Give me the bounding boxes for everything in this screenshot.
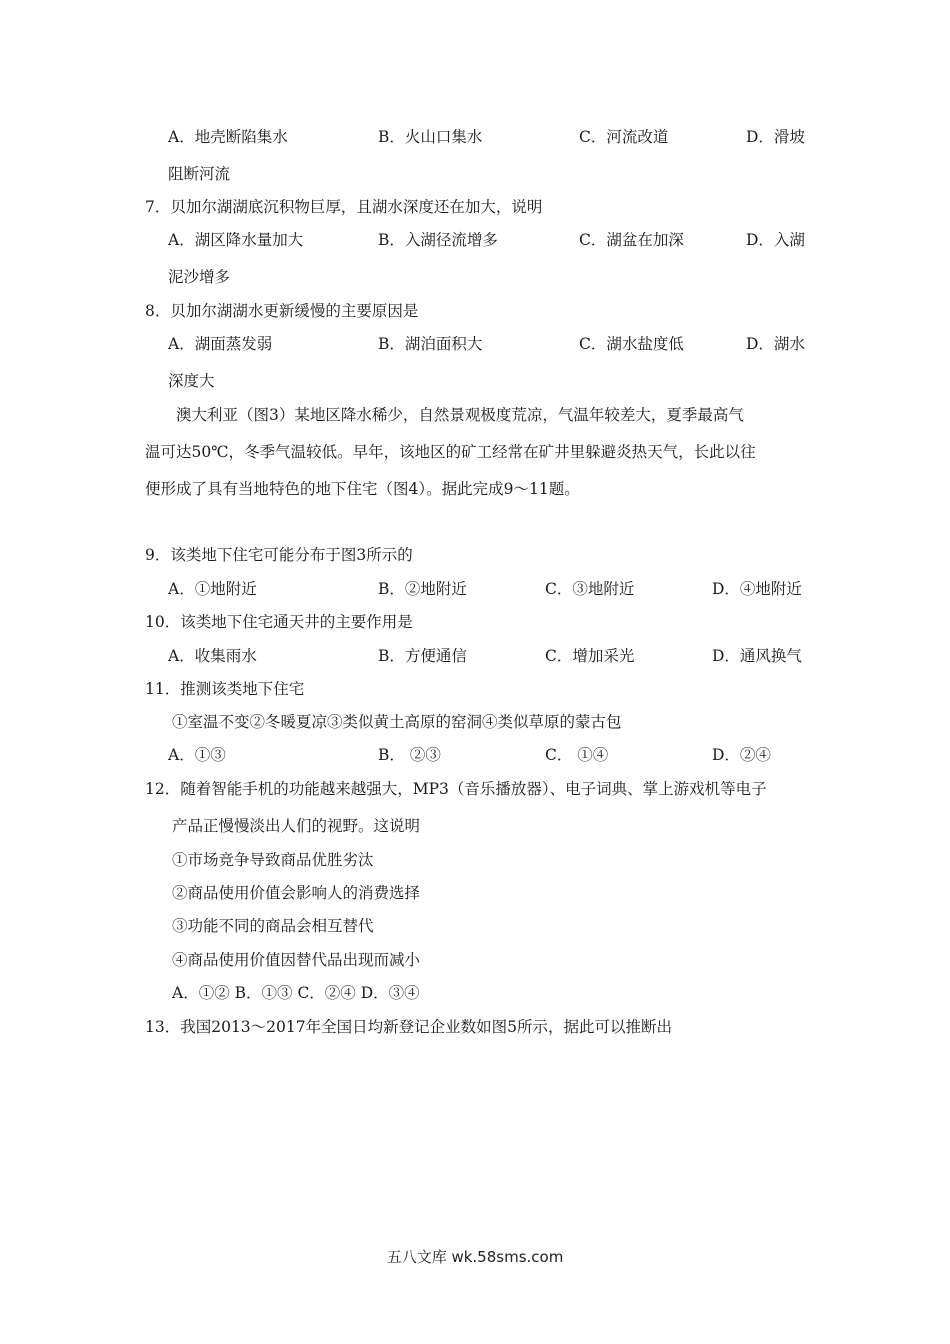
q8-option-c: C．湖水盐度低 bbox=[579, 335, 684, 353]
q11-option-b: B． ②③ bbox=[378, 746, 441, 764]
q8-option-d-continued: 深度大 bbox=[168, 372, 215, 390]
q10-option-b: B．方便通信 bbox=[378, 647, 467, 665]
q13-stem: 13．我国2013～2017年全国日均新登记企业数如图5所示，据此可以推断出 bbox=[145, 1018, 672, 1036]
q7-option-d-continued: 泥沙增多 bbox=[168, 268, 231, 286]
q6-option-b: B．火山口集水 bbox=[378, 128, 483, 146]
q12-stem-line-2: 产品正慢慢淡出人们的视野。这说明 bbox=[172, 817, 421, 835]
q10-option-d: D．通风换气 bbox=[712, 647, 802, 665]
q7-option-d: D．入湖 bbox=[746, 231, 805, 249]
q8-option-a: A．湖面蒸发弱 bbox=[168, 335, 273, 353]
passage-line-3: 便形成了具有当地特色的地下住宅（图4）。据此完成9～11题。 bbox=[145, 480, 580, 498]
q10-option-c: C．增加采光 bbox=[545, 647, 635, 665]
q12-stem-line-1: 12．随着智能手机的功能越来越强大，MP3（音乐播放器）、电子词典、掌上游戏机等电子 bbox=[145, 780, 767, 798]
q11-stem: 11．推测该类地下住宅 bbox=[145, 680, 305, 698]
q12-options: A．①② B．①③ C．②④ D．③④ bbox=[172, 984, 420, 1002]
q9-option-d: D．④地附近 bbox=[712, 580, 802, 598]
footer-watermark: 五八文库 wk.58sms.com bbox=[386, 1248, 564, 1266]
q12-item-4: ④商品使用价值因替代品出现而减小 bbox=[172, 951, 421, 969]
q12-item-3: ③功能不同的商品会相互替代 bbox=[172, 917, 374, 935]
q6-option-d: D．滑坡 bbox=[746, 128, 805, 146]
q11-option-c: C． ①④ bbox=[545, 746, 609, 764]
q7-option-b: B．入湖径流增多 bbox=[378, 231, 498, 249]
q8-option-b: B．湖泊面积大 bbox=[378, 335, 483, 353]
q6-option-a: A．地壳断陷集水 bbox=[168, 128, 288, 146]
q11-option-a: A．①③ bbox=[168, 746, 226, 764]
q12-item-1: ①市场竞争导致商品优胜劣汰 bbox=[172, 851, 374, 869]
q9-option-a: A．①地附近 bbox=[168, 580, 257, 598]
q8-option-d: D．湖水 bbox=[746, 335, 805, 353]
q6-option-d-continued: 阻断河流 bbox=[168, 165, 231, 183]
q12-item-2: ②商品使用价值会影响人的消费选择 bbox=[172, 884, 421, 902]
q8-stem: 8．贝加尔湖湖水更新缓慢的主要原因是 bbox=[145, 302, 419, 320]
q9-option-b: B．②地附近 bbox=[378, 580, 467, 598]
q6-option-c: C．河流改道 bbox=[579, 128, 669, 146]
passage-line-2: 温可达50℃，冬季气温较低。早年，该地区的矿工经常在矿井里躲避炎热天气，长此以往 bbox=[145, 443, 756, 461]
q7-option-c: C．湖盆在加深 bbox=[579, 231, 684, 249]
q9-option-c: C．③地附近 bbox=[545, 580, 635, 598]
q7-option-a: A．湖区降水量加大 bbox=[168, 231, 304, 249]
q9-stem: 9．该类地下住宅可能分布于图3所示的 bbox=[145, 546, 413, 564]
q11-items: ①室温不变②冬暖夏凉③类似黄土高原的窑洞④类似草原的蒙古包 bbox=[172, 713, 622, 731]
q11-option-d: D．②④ bbox=[712, 746, 771, 764]
passage-line-1: 澳大利亚（图3）某地区降水稀少，自然景观极度荒凉，气温年较差大，夏季最高气 bbox=[176, 406, 744, 424]
q10-stem: 10．该类地下住宅通天井的主要作用是 bbox=[145, 613, 413, 631]
q10-option-a: A．收集雨水 bbox=[168, 647, 257, 665]
q7-stem: 7．贝加尔湖湖底沉积物巨厚，且湖水深度还在加大，说明 bbox=[145, 198, 543, 216]
